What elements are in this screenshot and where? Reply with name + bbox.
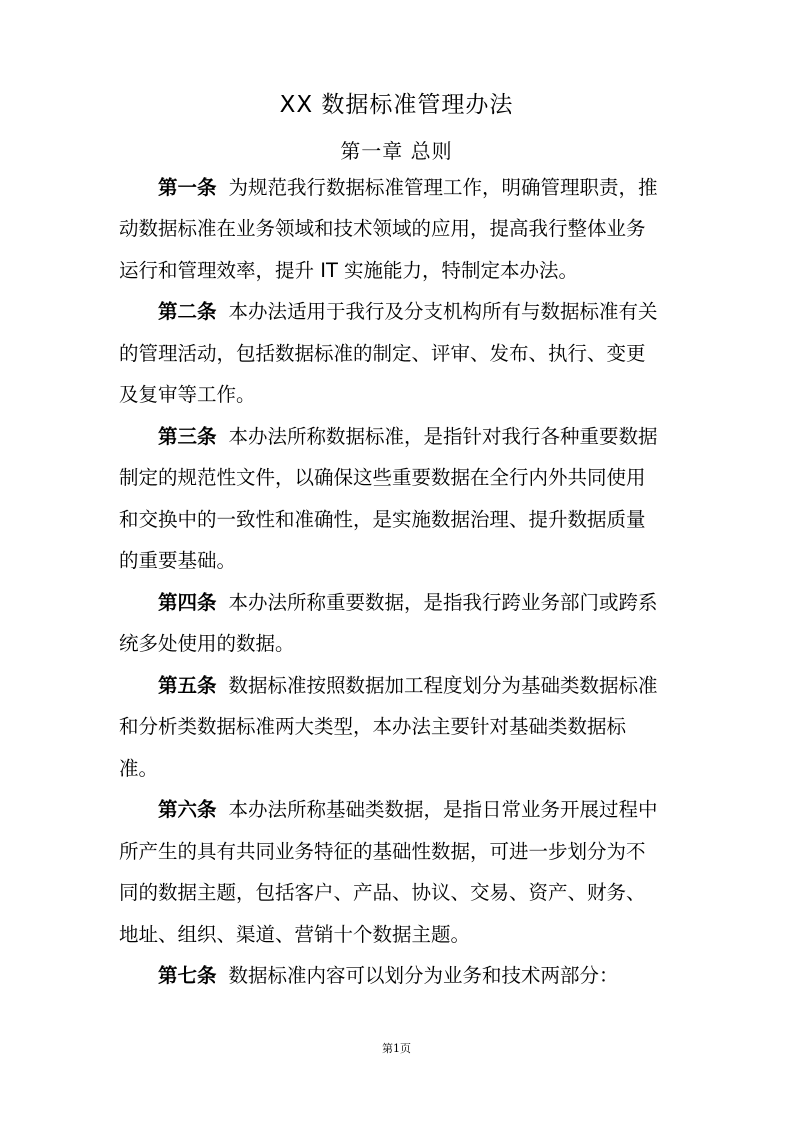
article-3-line-1 <box>158 422 679 452</box>
article-text: 数据标准按照数据加工程度划分为基础类数据标准 <box>228 674 658 697</box>
article-4-line-2: 统多处使用的数据。 <box>119 632 295 655</box>
article-5-line-3: 准。 <box>119 757 159 780</box>
article-3-line-3: 和交换中的一致性和准确性，是实施数据治理、提升数据质量 <box>119 508 646 531</box>
article-text: 本办法所称数据标准，是指针对我行各种重要数据 <box>228 425 658 448</box>
article-5-line-2: 和分析类数据标准两大类型，本办法主要针对基础类数据标 <box>119 715 627 738</box>
article-1-line-3: 运行和管理效率，提升 IT 实施能力，特制定本办法。 <box>119 259 579 282</box>
article-1-line-1 <box>158 173 679 203</box>
article-text: 本办法所称基础类数据，是指日常业务开展过程中 <box>228 798 658 821</box>
page-number: 第1页 <box>382 1042 411 1055</box>
article-text: 为规范我行数据标准管理工作，明确管理职责，推 <box>228 176 658 199</box>
article-6-line-3: 同的数据主题，包括客户、产品、协议、交易、资产、财务、 <box>119 881 646 904</box>
article-7-line-1 <box>158 961 679 991</box>
article-6-line-2: 所产生的具有共同业务特征的基础性数据，可进一步划分为不 <box>119 840 646 863</box>
article-2-line-1 <box>158 297 679 327</box>
article-5-line-1 <box>158 671 679 701</box>
article-label: 第五条 <box>158 674 217 697</box>
article-label: 第一条 <box>158 176 217 199</box>
document-title: XX 数据标准管理办法 <box>279 92 514 118</box>
article-4-line-1 <box>158 588 679 618</box>
chapter-heading: 第一章 总则 <box>340 139 453 163</box>
article-2-line-2: 的管理活动，包括数据标准的制定、评审、发布、执行、变更 <box>119 342 646 365</box>
article-label: 第三条 <box>158 425 217 448</box>
article-label: 第二条 <box>158 300 217 323</box>
article-3-line-4: 的重要基础。 <box>119 549 237 572</box>
article-text: 本办法适用于我行及分支机构所有与数据标准有关 <box>228 300 658 323</box>
article-6-line-1 <box>158 795 679 825</box>
article-3-line-2: 制定的规范性文件，以确保这些重要数据在全行内外共同使用 <box>119 466 646 489</box>
article-label: 第七条 <box>158 964 217 987</box>
article-label: 第六条 <box>158 798 217 821</box>
article-text: 数据标准内容可以划分为业务和技术两部分： <box>228 964 619 987</box>
article-2-line-3: 及复审等工作。 <box>119 383 256 406</box>
article-label: 第四条 <box>158 591 217 614</box>
article-text: 本办法所称重要数据，是指我行跨业务部门或跨系 <box>228 591 658 614</box>
article-6-line-4: 地址、组织、渠道、营销十个数据主题。 <box>119 923 471 946</box>
article-1-line-2: 动数据标准在业务领域和技术领域的应用，提高我行整体业务 <box>119 217 646 240</box>
